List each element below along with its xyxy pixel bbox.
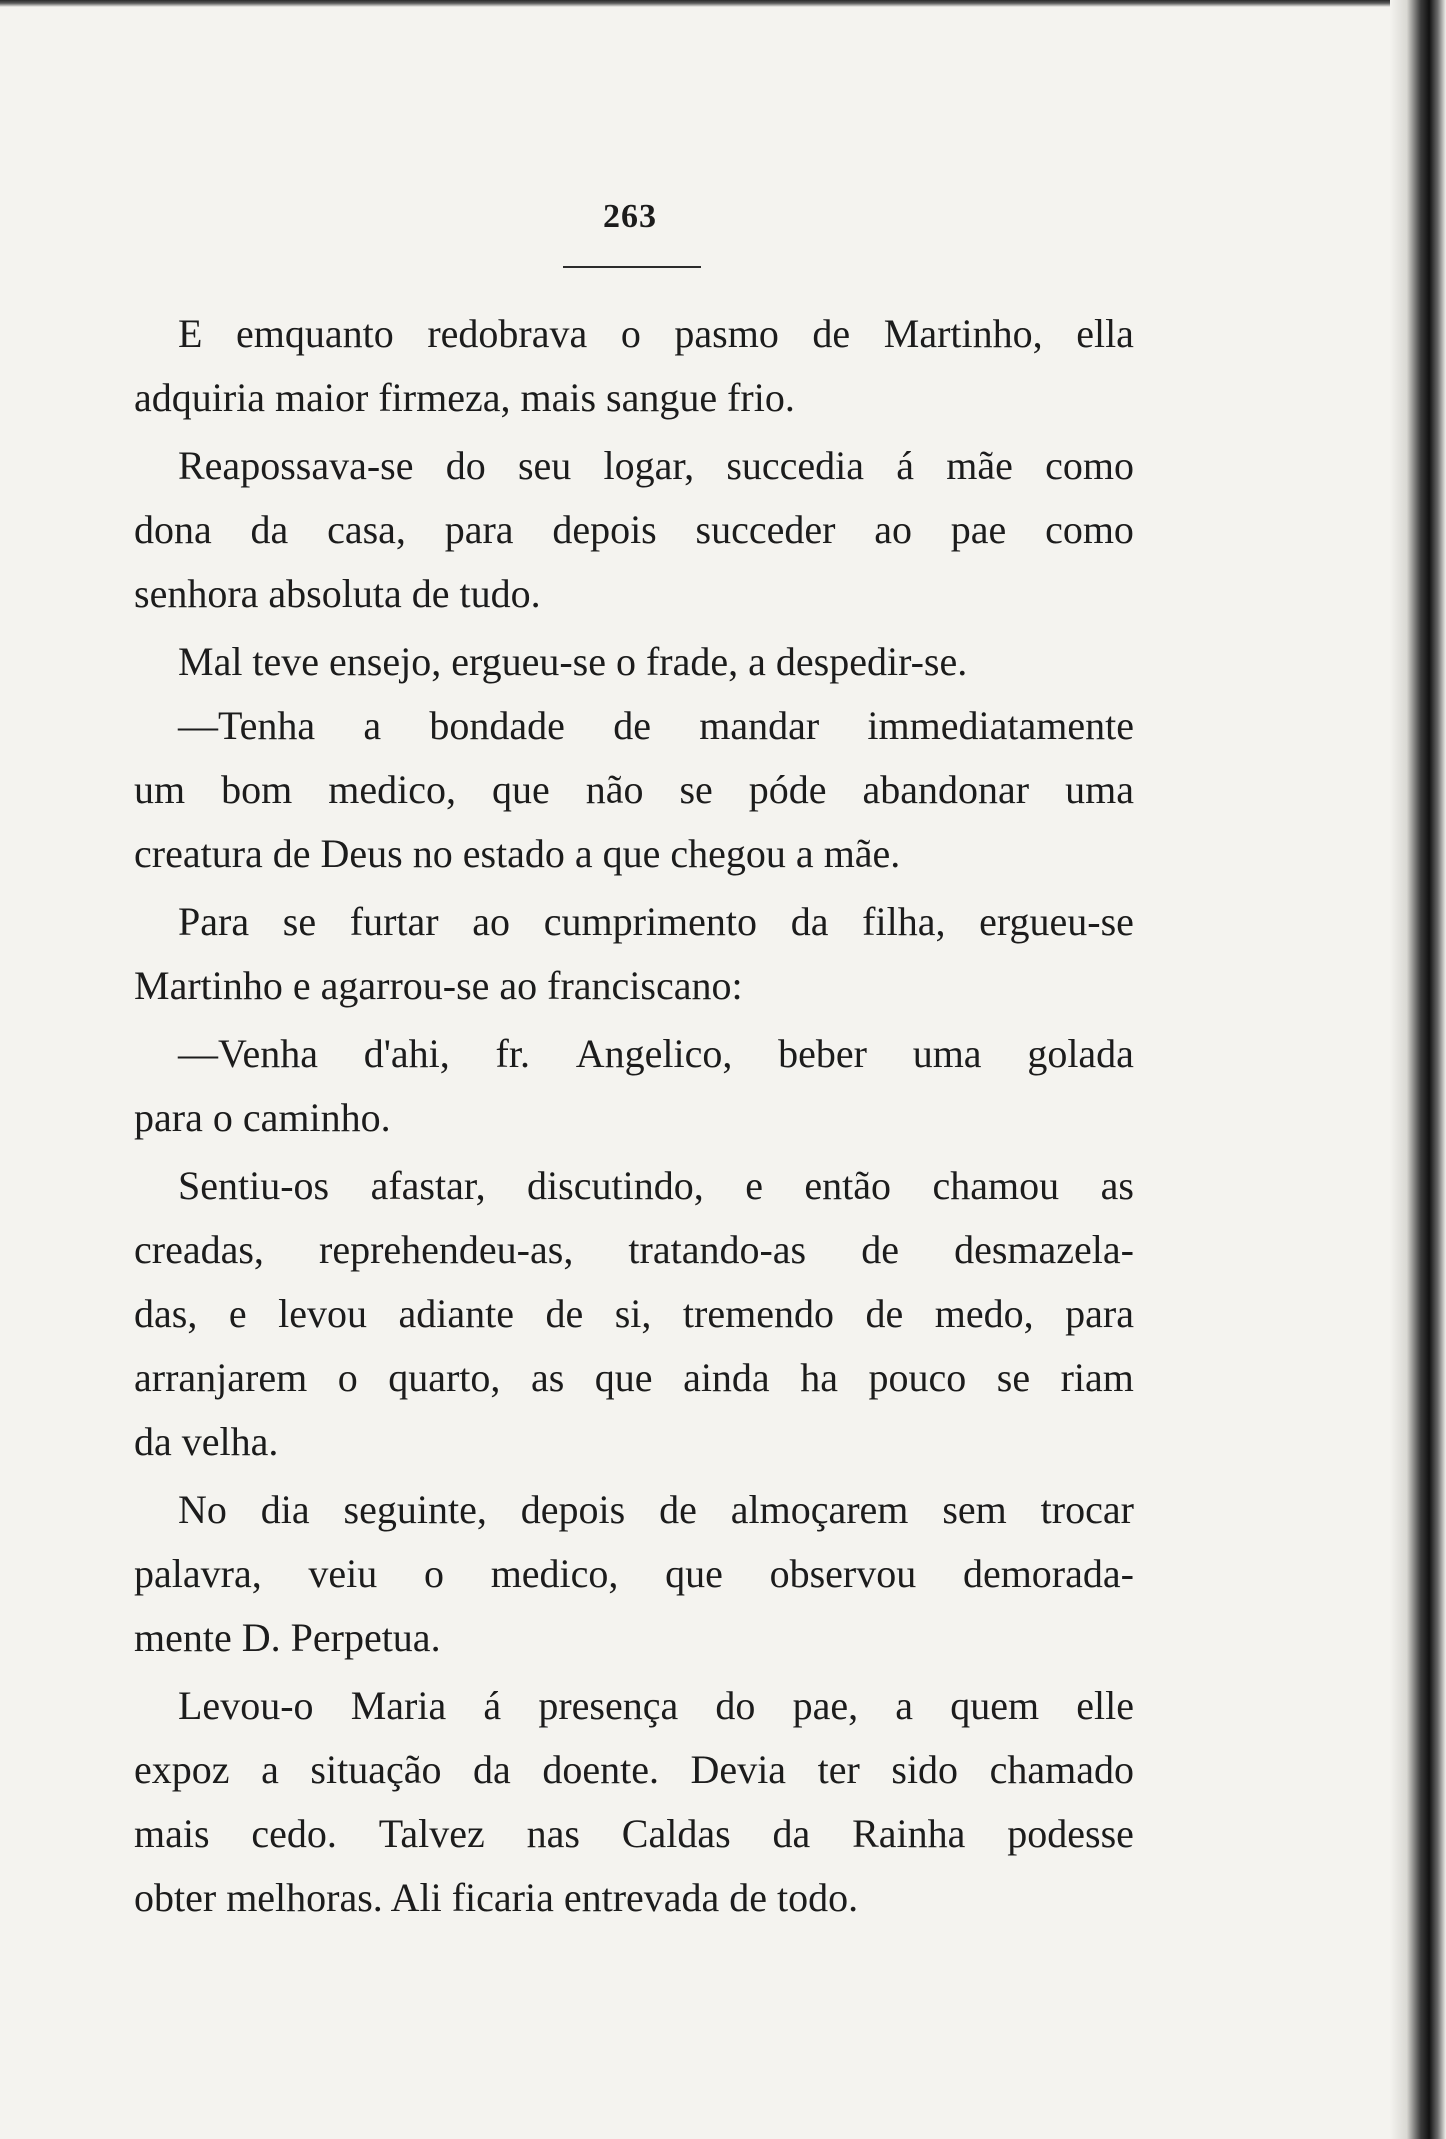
text-line: Mal teve ensejo, ergueu-se o frade, a despedir-se. bbox=[178, 639, 968, 684]
text-line: obter melhoras. Ali ficaria entrevada de todo. bbox=[134, 1875, 859, 1920]
text-line: da velha. bbox=[134, 1419, 279, 1464]
text-line: —Venha d'ahi, fr. Angelico, beber uma golada bbox=[178, 1031, 1134, 1076]
text-line: Levou-o Maria á presença do pae, a quem elle bbox=[178, 1683, 1134, 1728]
text-line: creatura de Deus no estado a que chegou a mãe. bbox=[134, 831, 901, 876]
text-line: Reapossava-se do seu logar, succedia á mãe como bbox=[178, 443, 1134, 488]
text-line: adquiria maior firmeza, mais sangue frio. bbox=[134, 375, 795, 420]
text-line: mais cedo. Talvez nas Caldas da Rainha podesse bbox=[134, 1811, 1134, 1856]
text-line: —Tenha a bondade de mandar immediatamente bbox=[178, 703, 1134, 748]
header-rule bbox=[563, 266, 701, 268]
text-line: No dia seguinte, depois de almoçarem sem trocar bbox=[178, 1487, 1134, 1532]
text-line: E emquanto redobrava o pasmo de Martinho, ella bbox=[178, 311, 1134, 356]
text-line: um bom medico, que não se póde abandonar uma bbox=[134, 767, 1134, 812]
text-line: creadas, reprehendeu-as, tratando-as de desmazela- bbox=[134, 1227, 1134, 1272]
text-line: Sentiu-os afastar, discutindo, e então chamou as bbox=[178, 1163, 1134, 1208]
body-text bbox=[134, 302, 1134, 1930]
text-line: palavra, veiu o medico, que observou demorada- bbox=[134, 1551, 1134, 1596]
text-line: arranjarem o quarto, as que ainda ha pouco se riam bbox=[134, 1355, 1134, 1400]
page-top-edge bbox=[0, 0, 1390, 7]
book-binding-edge bbox=[1390, 0, 1446, 2139]
text-line: Martinho e agarrou-se ao franciscano: bbox=[134, 963, 743, 1008]
page-number: 263 bbox=[603, 198, 657, 235]
text-line: senhora absoluta de tudo. bbox=[134, 571, 541, 616]
text-line: Para se furtar ao cumprimento da filha, ergueu-se bbox=[178, 899, 1134, 944]
text-line: expoz a situação da doente. Devia ter sido chamado bbox=[134, 1747, 1134, 1792]
text-line: dona da casa, para depois succeder ao pae como bbox=[134, 507, 1134, 552]
text-line: das, e levou adiante de si, tremendo de medo, para bbox=[134, 1291, 1134, 1336]
text-line: para o caminho. bbox=[134, 1095, 391, 1140]
text-line: mente D. Perpetua. bbox=[134, 1615, 441, 1660]
